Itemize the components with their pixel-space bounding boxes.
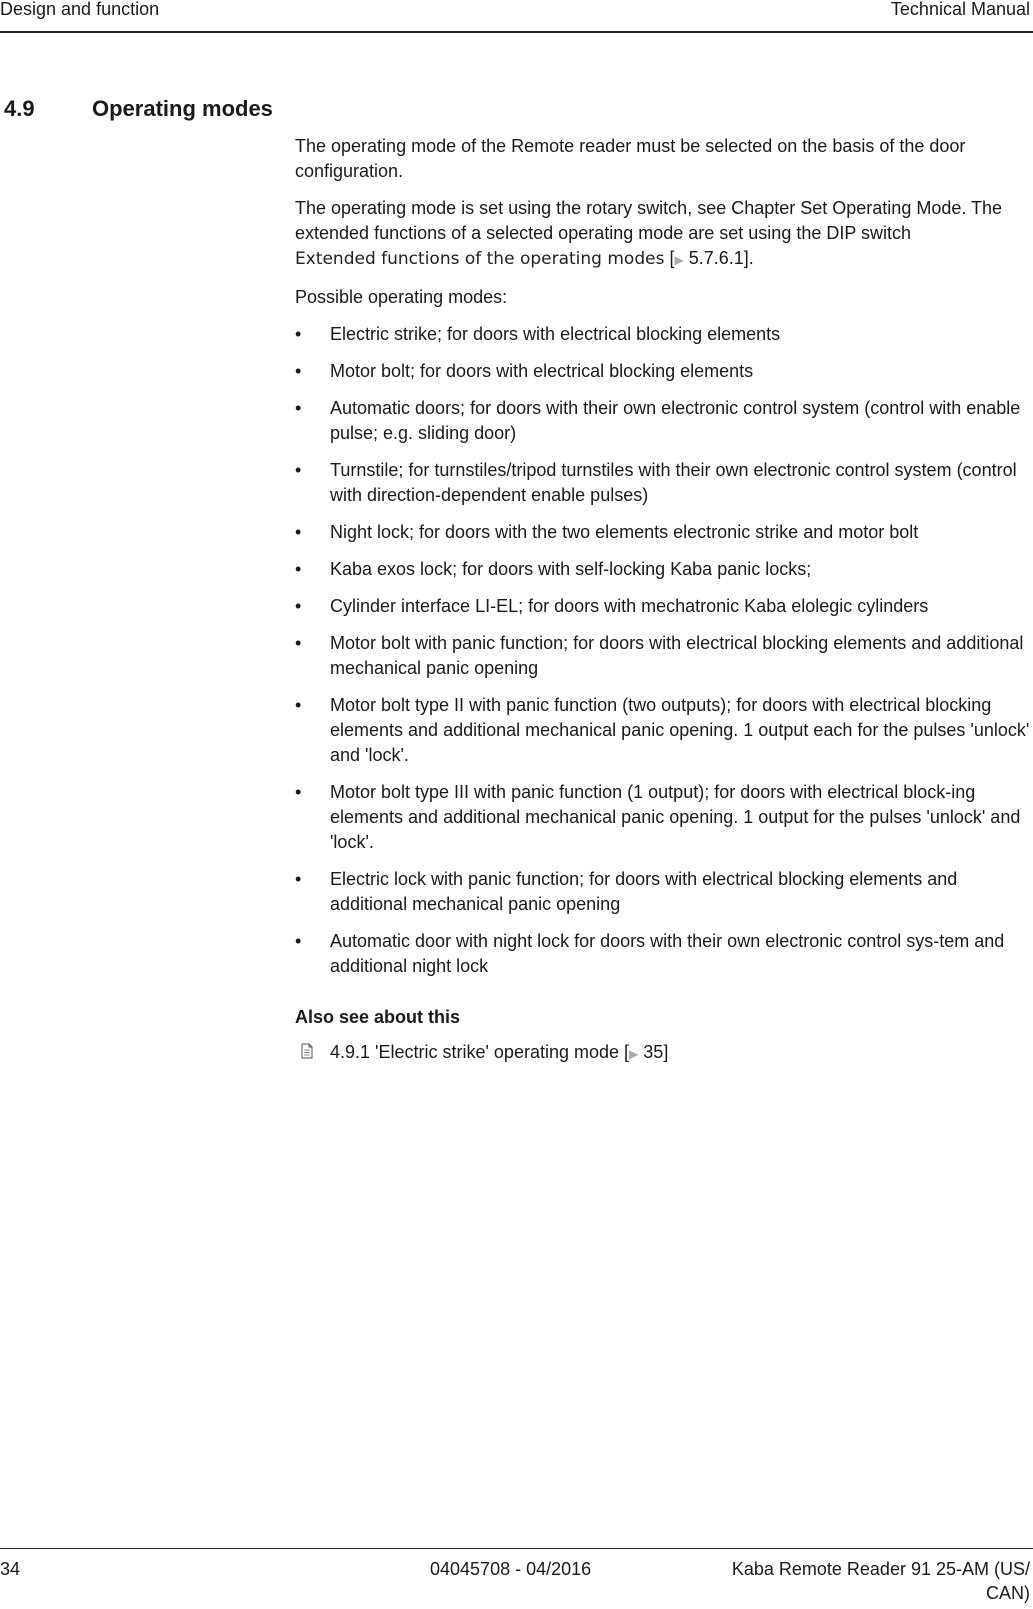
list-item: • Automatic door with night lock for doors with their own electronic control sys-tem and additional night lock <box>295 931 1005 976</box>
also-see-link[interactable]: 4.9.1 'Electric strike' operating mode [▶ 35] <box>295 1040 1033 1067</box>
section-number: 4.9 <box>4 96 35 121</box>
list-item: • Electric strike; for doors with electrical blocking elements <box>295 322 1033 347</box>
list-item: • Motor bolt; for doors with electrical blocking elements <box>295 359 1033 384</box>
bullet-icon: • <box>295 596 302 616</box>
document-number: 04045708 - 04/2016 <box>430 1559 592 1579</box>
bullet-icon: • <box>295 633 302 653</box>
extended-functions-ref[interactable]: 5.7.6.1 <box>688 248 744 268</box>
bullet-icon: • <box>295 361 302 381</box>
bullet-icon: • <box>295 460 302 480</box>
list-item: • Motor bolt type II with panic function (two outputs); for doors with electrical blocking elements and additional mechanical panic opening. 1 output each for the pulses 'unlock' and 'lock'. <box>295 695 1030 765</box>
bullet-icon: • <box>295 522 302 542</box>
list-item: • Automatic doors; for doors with their own electronic control system (control with enable pulse; e.g. sliding door) <box>295 398 1021 443</box>
bullet-icon: • <box>295 695 302 715</box>
cross-ref-arrow-icon: ▶ <box>674 253 684 267</box>
page-number: 34 <box>0 1559 21 1579</box>
extended-functions-link[interactable]: Extended functions of the operating modes <box>295 249 665 269</box>
section-title: Operating modes <box>92 96 273 121</box>
bullet-icon: • <box>295 324 302 344</box>
list-item: • Motor bolt with panic function; for doors with electrical blocking elements and additional mechanical panic opening <box>295 633 1024 678</box>
document-icon <box>301 1043 313 1059</box>
list-item: • Cylinder interface LI-EL; for doors with mechatronic Kaba elolegic cylinders <box>295 594 1033 619</box>
list-item: • Motor bolt type III with panic function (1 output); for doors with electrical block-ing elements and additional mechanical panic opening. 1 output for the pulses 'unlock' and 'lock'. <box>295 782 1021 852</box>
list-item: • Electric lock with panic function; for doors with electrical blocking elements and additional mechanical panic opening <box>295 869 958 914</box>
bullet-icon: • <box>295 931 302 951</box>
cross-ref-arrow-icon: ▶ <box>629 1047 639 1061</box>
bullet-icon: • <box>295 559 302 579</box>
list-item: • Night lock; for doors with the two elements electronic strike and motor bolt <box>295 520 1033 545</box>
intro-paragraph-2: The operating mode is set using the rotary switch, see Chapter Set Operating Mode. The extended functions of a selected operating mode are set using the DIP switch Extended functions of the operating modes [▶ 5.7.6.1]. <box>295 198 1003 269</box>
list-item: • Kaba exos lock; for doors with self-locking Kaba panic locks; <box>295 557 1033 582</box>
header-chapter: Design and function <box>0 0 160 19</box>
product-name: Kaba Remote Reader 91 25-AM (US/ CAN) <box>731 1559 1030 1603</box>
list-item: • Turnstile; for turnstiles/tripod turnstiles with their own electronic control system (control with direction-dependent enable pulses) <box>295 460 1017 505</box>
section-body <box>295 134 1033 1067</box>
page-footer <box>0 1548 1033 1603</box>
also-see-page: 35 <box>643 1042 664 1062</box>
also-see-heading: Also see about this <box>295 1007 461 1027</box>
bullet-icon: • <box>295 398 302 418</box>
page-header <box>0 0 1033 33</box>
also-see-text: 4.9.1 'Electric strike' operating mode <box>330 1042 620 1062</box>
intro-paragraph-1: The operating mode of the Remote reader must be selected on the basis of the door configuration. <box>295 136 966 181</box>
bullet-icon: • <box>295 869 302 889</box>
bullet-icon: • <box>295 782 302 802</box>
section-heading <box>4 96 604 122</box>
operating-modes-list <box>295 322 1033 979</box>
header-doc-type: Technical Manual <box>890 0 1030 19</box>
intro-paragraph-3: Possible operating modes: <box>295 287 508 307</box>
